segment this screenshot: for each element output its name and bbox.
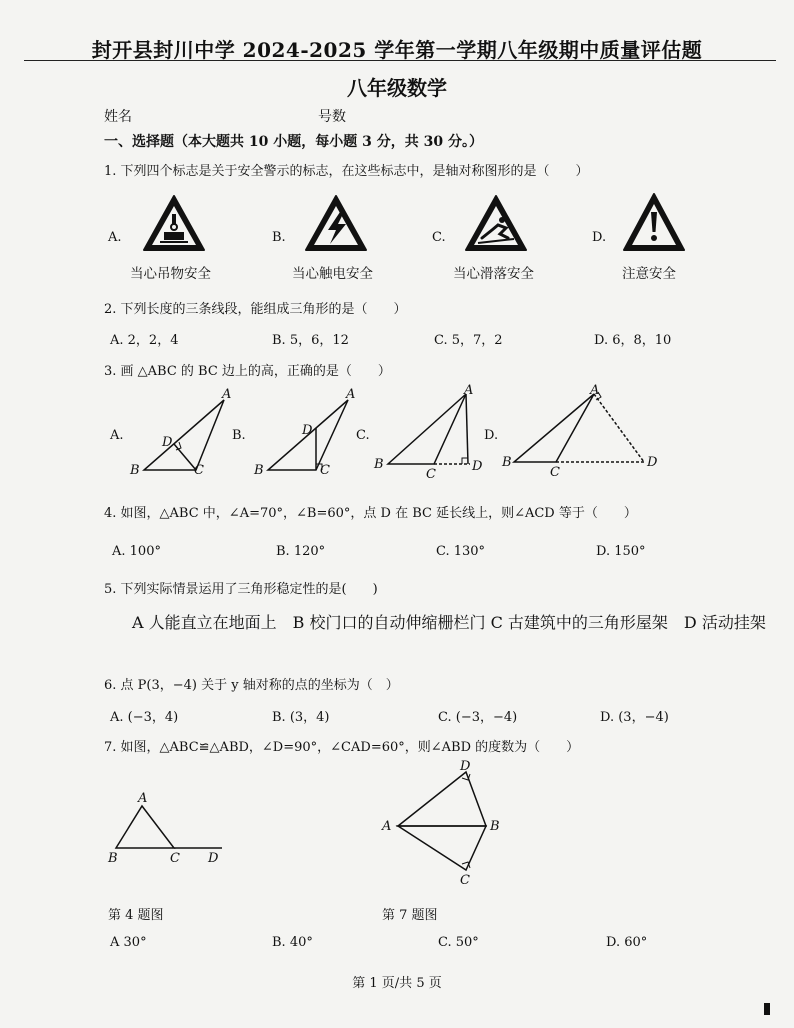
q3-figure-c xyxy=(372,382,490,478)
q3a-label-a: A xyxy=(222,387,232,402)
q2-option-a: A. 2，2，4 xyxy=(110,333,179,348)
q1-option-b-letter: B. xyxy=(272,230,286,245)
q3b-label-a: A xyxy=(346,387,356,402)
q1-option-b-caption: 当心触电安全 xyxy=(292,266,373,282)
fig4-caption: 第 4 题图 xyxy=(108,908,164,923)
q4-option-b: B. 120° xyxy=(276,544,326,559)
q3c-label-c: C xyxy=(426,467,436,478)
q7-option-a: A 30° xyxy=(110,935,147,950)
q1-option-c-caption: 当心滑落安全 xyxy=(453,266,534,282)
school-title: 封开县封川中学 2024-2025 学年第一学期八年级期中质量评估题 xyxy=(91,38,703,62)
header-rule xyxy=(24,60,776,61)
electric-warning-icon xyxy=(302,192,370,254)
q6-option-b: B. (3，4) xyxy=(272,710,330,725)
number-label: 号数 xyxy=(318,109,346,125)
q2-option-b: B. 5，6，12 xyxy=(272,333,349,348)
page-number: 第 1 页/共 5 页 xyxy=(352,976,442,991)
q4-stem: 4. 如图，△ABC 中，∠A=70°，∠B=60°，点 D 在 BC 延长线上，则∠ACD 等于（ ） xyxy=(104,506,637,521)
q5-stem: 5. 下列实际情景运用了三角形稳定性的是( ) xyxy=(104,582,378,597)
q3b-label-c: C xyxy=(320,463,330,478)
hoist-warning-icon xyxy=(140,192,208,254)
q4-label-b: B xyxy=(108,851,118,866)
q3c-label-b: B xyxy=(374,457,384,472)
q7-figure xyxy=(376,758,506,890)
q6-stem: 6. 点 P(3，−4) 关于 y 轴对称的点的坐标为（ ） xyxy=(104,678,399,693)
q7-option-b: B. 40° xyxy=(272,935,313,950)
q3c-label-a: A xyxy=(464,383,474,398)
q4-label-a: A xyxy=(138,791,148,806)
q6-option-c: C. (−3，−4) xyxy=(438,710,518,725)
q3-option-c-letter: C. xyxy=(356,428,370,443)
q4-label-d: D xyxy=(208,851,219,866)
q2-option-d: D. 6，8，10 xyxy=(594,333,672,348)
q3c-label-d: D xyxy=(472,459,483,474)
q1-option-d-letter: D. xyxy=(592,230,607,245)
q7-option-d: D. 60° xyxy=(606,935,648,950)
q3d-label-c: C xyxy=(550,465,560,478)
q3d-label-b: B xyxy=(502,455,512,470)
q4-option-c: C. 130° xyxy=(436,544,486,559)
q3a-label-b: B xyxy=(130,463,140,478)
q4-option-d: D. 150° xyxy=(596,544,646,559)
q3-option-d-letter: D. xyxy=(484,428,499,443)
q3-figure-d xyxy=(500,384,666,478)
q3-option-b-letter: B. xyxy=(232,428,246,443)
q3-stem: 3. 画 △ABC 的 BC 边上的高，正确的是（ ） xyxy=(104,364,391,379)
section-title: 一、选择题（本大题共 10 小题，每小题 3 分，共 30 分。） xyxy=(104,134,483,150)
q1-option-c-letter: C. xyxy=(432,230,446,245)
q6-option-d: D. (3，−4) xyxy=(600,710,669,725)
name-label: 姓名 xyxy=(104,109,132,125)
q1-option-a-caption: 当心吊物安全 xyxy=(130,266,211,282)
q3b-label-b: B xyxy=(254,463,264,478)
fig7-caption: 第 7 题图 xyxy=(382,908,438,923)
q3b-label-d: D xyxy=(302,423,313,438)
q4-label-c: C xyxy=(170,851,180,866)
q4-figure xyxy=(104,786,234,870)
q7-label-a: A xyxy=(382,819,392,834)
q6-option-a: A. (−3，4) xyxy=(110,710,179,725)
q7-stem: 7. 如图，△ABC≌△ABD，∠D=90°，∠CAD=60°，则∠ABD 的度数为（ ） xyxy=(104,740,580,755)
q3-figure-b xyxy=(248,386,360,478)
q1-stem: 1. 下列四个标志是关于安全警示的标志，在这些标志中，是轴对称图形的是（ ） xyxy=(104,164,589,179)
slip-warning-icon xyxy=(462,192,530,254)
q1-option-a-letter: A. xyxy=(108,230,122,245)
q4-option-a: A. 100° xyxy=(112,544,161,559)
q3a-label-c: C xyxy=(194,463,204,478)
exclamation-warning-icon xyxy=(620,190,688,254)
q7-label-b: B xyxy=(490,819,500,834)
q3d-label-a: A xyxy=(590,384,600,398)
subject-title: 八年级数学 xyxy=(347,76,447,100)
q2-stem: 2. 下列长度的三条线段，能组成三角形的是（ ） xyxy=(104,302,407,317)
q2-option-c: C. 5，7，2 xyxy=(434,333,503,348)
q7-label-c: C xyxy=(460,873,470,888)
corner-mark xyxy=(764,1003,770,1015)
q3-option-a-letter: A. xyxy=(110,428,124,443)
q7-label-d: D xyxy=(460,759,471,774)
q3a-label-d: D xyxy=(162,435,173,450)
q1-option-d-caption: 注意安全 xyxy=(622,266,676,282)
q3-figure-a xyxy=(126,386,236,478)
q7-option-c: C. 50° xyxy=(438,935,479,950)
q5-options: A 人能直立在地面上 B 校门口的自动伸缩栅栏门 C 古建筑中的三角形屋架 D 活动挂架 xyxy=(132,613,766,632)
q3d-label-d: D xyxy=(647,455,658,470)
